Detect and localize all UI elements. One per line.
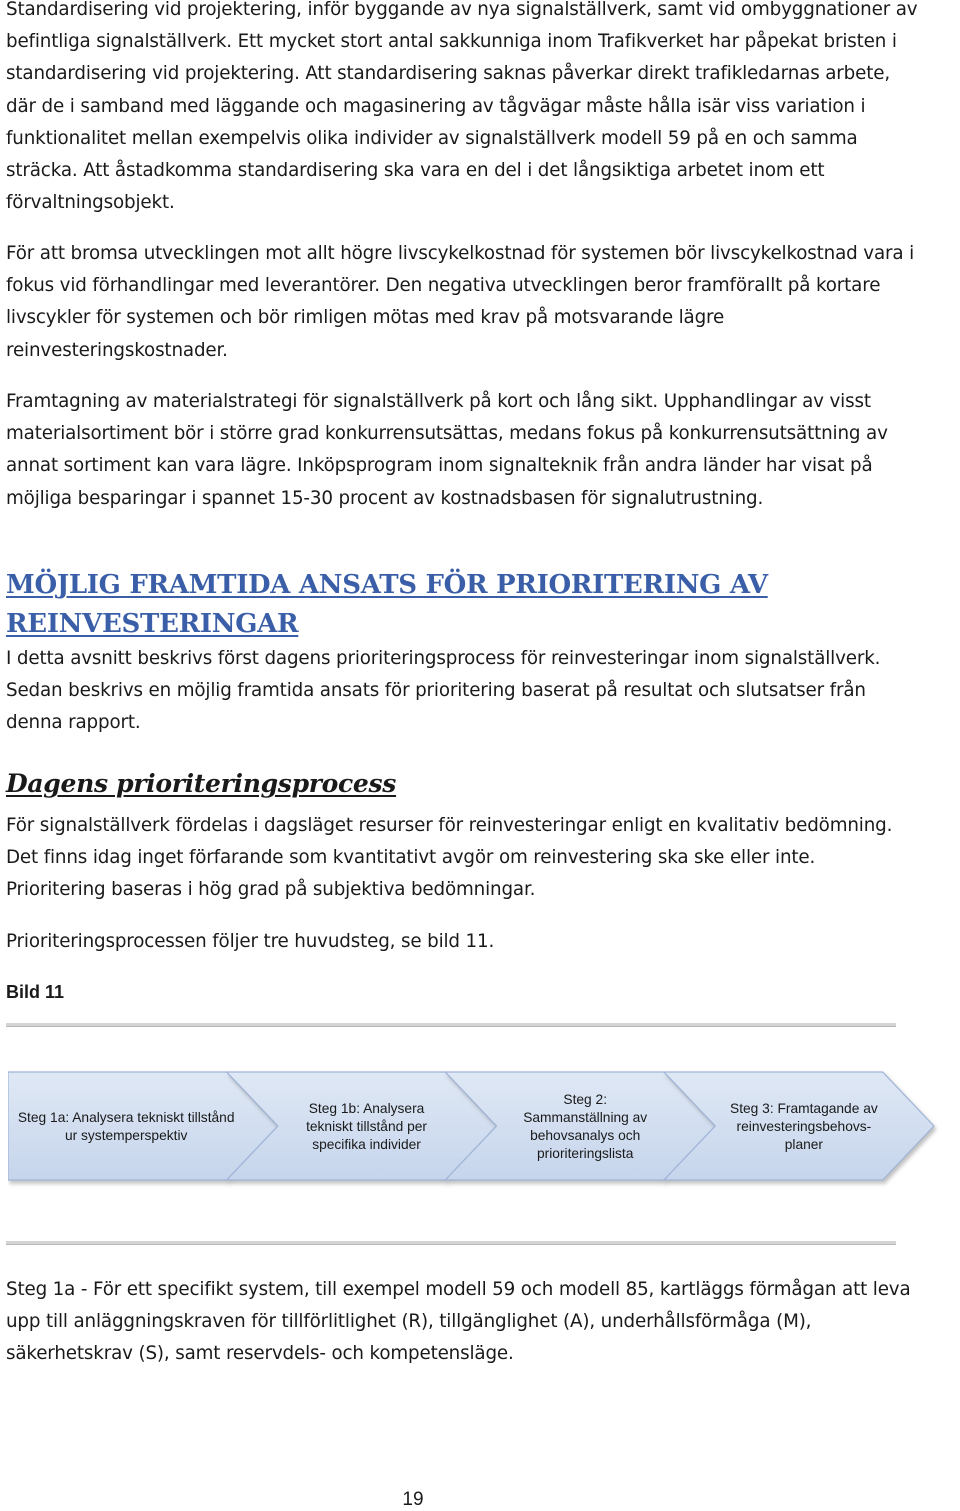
paragraph-dagslaget: För signalställverk fördelas i dagsläget resurser för reinvesteringar enligt en kvalitativ bedömning. Det finns idag inget förfarande som kvantitativt avgör om reinvestering ska ske eller inte. Prioritering baseras i hög grad på subjektiva bedömningar. — [6, 815, 893, 901]
section-heading: MÖJLIG FRAMTIDA ANSATS FÖR PRIORITERING AV REINVESTERINGAR — [6, 570, 768, 639]
process-step-4-line: reinvesteringsbehovs- — [736, 1117, 872, 1135]
paragraph-livscykelkostnad: För att bromsa utvecklingen mot allt högre livscykelkostnad för systemen bör livscykelkostnad vara i fokus vid förhandlingar med leverantörer. Den negativa utvecklingen beror framförallt på kortare livscykler för systemen och bör rimligen mötas med krav på motsvarande lägre reinvesteringskostnader. — [6, 243, 915, 361]
figure-top-rule — [6, 1023, 896, 1027]
process-step-3-line: Steg 2: — [563, 1090, 608, 1108]
process-step-3-line: Sammanställning av — [523, 1108, 648, 1126]
paragraph-huvudsteg: Prioriteringsprocessen följer tre huvudsteg, se bild 11. — [6, 931, 495, 952]
subsection-heading: Dagens prioriteringsprocess — [6, 769, 397, 798]
process-step-3-line: behovsanalys och — [530, 1126, 641, 1144]
page-number: 19 — [402, 1489, 424, 1510]
figure-label: Bild 11 — [6, 982, 65, 1002]
process-step-2-line: tekniskt tillstånd per — [306, 1117, 428, 1135]
process-flow-diagram — [8, 1070, 958, 1190]
paragraph-steg-1a: Steg 1a - För ett specifikt system, till exempel modell 59 och modell 85, kartläggs förmågan att leva upp till anläggningskraven för tillförlitlighet (R), tillgänglighet (A), underhållsförmåga (M), säkerhetskrav (S), samt reservdels- och kompetensläge. — [6, 1279, 911, 1365]
paragraph-section-intro: I detta avsnitt beskrivs först dagens prioriteringsprocess för reinvesteringar inom signalställverk. Sedan beskrivs en möjlig framtida ansats för prioritering baserat på resultat och slutsatser från denna rapport. — [6, 648, 881, 734]
process-step-4-line: planer — [784, 1135, 824, 1153]
process-step-1-line: Steg 1a: Analysera tekniskt tillstånd — [17, 1108, 235, 1126]
process-step-1-line: ur systemperspektiv — [64, 1126, 188, 1144]
process-step-2-label — [306, 1100, 427, 1152]
figure-bottom-rule — [6, 1241, 896, 1245]
process-step-3-line: prioriteringslista — [536, 1144, 634, 1162]
paragraph-materialstrategi: Framtagning av materialstrategi för signalställverk på kort och lång sikt. Upphandlingar av visst materialsortiment bör i större grad konkurrensutsättas, medans fokus på konkurrensutsättning av annat sortiment kan vara lägre. Inköpsprogram inom signalteknik från andra länder har visat på möjliga besparingar i spannet 15-30 procent av kostnadsbasen för signalutrustning. — [6, 391, 888, 509]
process-step-2-line: Steg 1b: Analysera — [308, 1099, 425, 1117]
paragraph-standardisering: Standardisering vid projektering, inför byggande av nya signalställverk, samt vid ombyggnationer av befintliga signalställverk. Ett mycket stort antal sakkunniga inom Trafikverket har påpekat bristen i standardisering vid projektering. Att standardisering saknas påverkar direkt trafikledarnas arbete, där de i samband med läggande och magasinering av tågvägar måste hålla isär viss variation i funktionalitet mellan exempelvis olika individer av signalställverk modell 59 på en och samma sträcka. Att åstadkomma standardisering ska vara en del i det långsiktiga arbetet inom ett förvaltningsobjekt. — [6, 0, 918, 214]
process-step-2-line: specifika individer — [312, 1135, 421, 1153]
process-step-4-line: Steg 3: Framtagande av — [730, 1099, 878, 1117]
